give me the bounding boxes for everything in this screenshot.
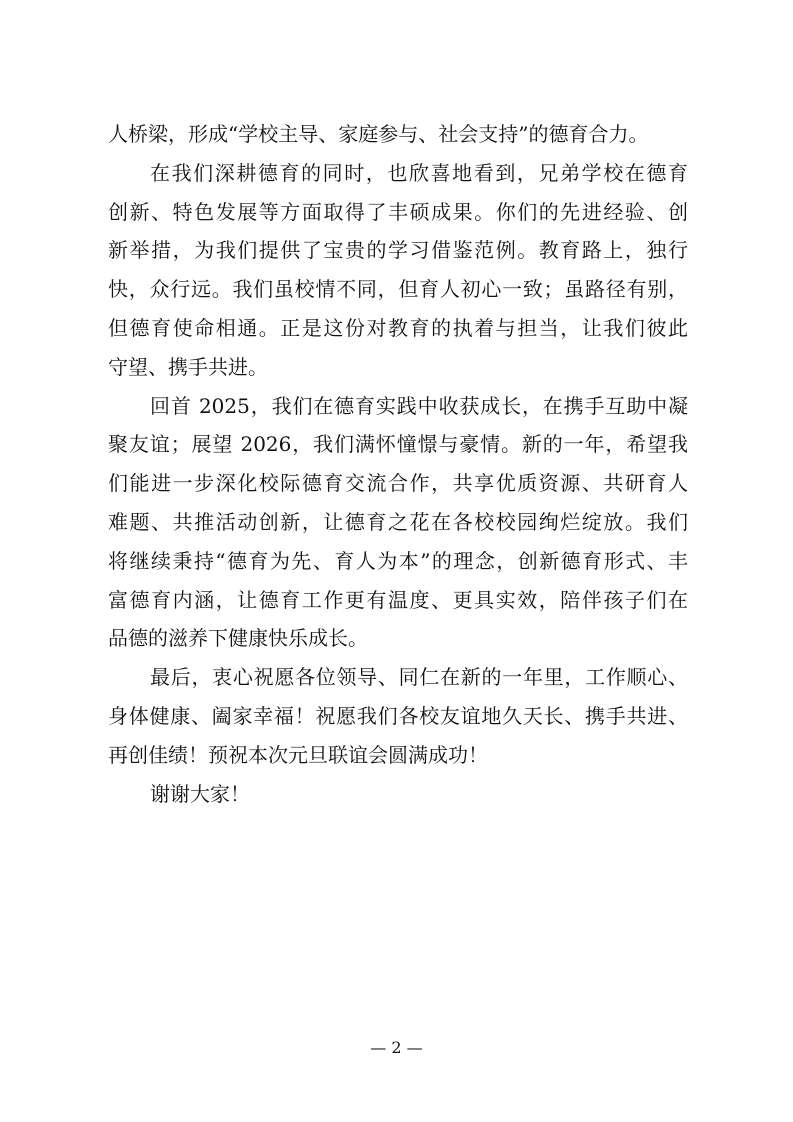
- text-line: 将继续秉持“德育为先、育人为本”的理念，创新德育形式、丰: [108, 548, 688, 573]
- text-line: 最后，衷心祝愿各位领导、同仁在新的一年里，工作顺心、: [150, 665, 688, 690]
- text-line: 回首 2025，我们在德育实践中收获成长，在携手互助中凝: [150, 393, 688, 418]
- text-line: 但德育使命相通。正是这份对教育的执着与担当，让我们彼此: [108, 315, 688, 340]
- paragraph-continuation: [108, 115, 688, 154]
- text-line: 新举措，为我们提供了宝贵的学习借鉴范例。教育路上，独行: [108, 238, 688, 263]
- text-line: 再创佳绩！预祝本次元旦联谊会圆满成功！: [108, 742, 488, 767]
- text-line: 快，众行远。我们虽校情不同，但育人初心一致；虽路径有别，: [108, 277, 688, 302]
- paragraph-review-outlook: [108, 387, 688, 659]
- text-line: 品德的滋养下健康快乐成长。: [108, 626, 368, 651]
- page-number: — 2 —: [370, 1038, 423, 1057]
- text-line: 人桥梁，形成“学校主导、家庭参与、社会支持”的德育合力。: [108, 122, 649, 146]
- paragraph-thanks: [108, 775, 688, 814]
- text-line: 聚友谊；展望 2026，我们满怀憧憬与豪情。新的一年，希望我: [108, 432, 688, 457]
- text-line: 谢谢大家！: [150, 781, 250, 806]
- paragraph-blessings: [108, 658, 688, 774]
- text-line: 富德育内涵，让德育工作更有温度、更具实效，陪伴孩子们在: [108, 587, 688, 612]
- text-line: 身体健康、阖家幸福！祝愿我们各校友谊地久天长、携手共进、: [108, 703, 688, 728]
- text-line: 创新、特色发展等方面取得了丰硕成果。你们的先进经验、创: [108, 199, 688, 224]
- text-line: 在我们深耕德育的同时，也欣喜地看到，兄弟学校在德育: [150, 160, 688, 185]
- text-line: 们能进一步深化校际德育交流合作，共享优质资源、共研育人: [108, 471, 688, 496]
- document-body: [108, 115, 688, 813]
- text-line: 难题、共推活动创新，让德育之花在各校校园绚烂绽放。我们: [108, 509, 688, 534]
- text-line: 守望、携手共进。: [108, 354, 268, 379]
- paragraph-sister-schools: [108, 154, 688, 387]
